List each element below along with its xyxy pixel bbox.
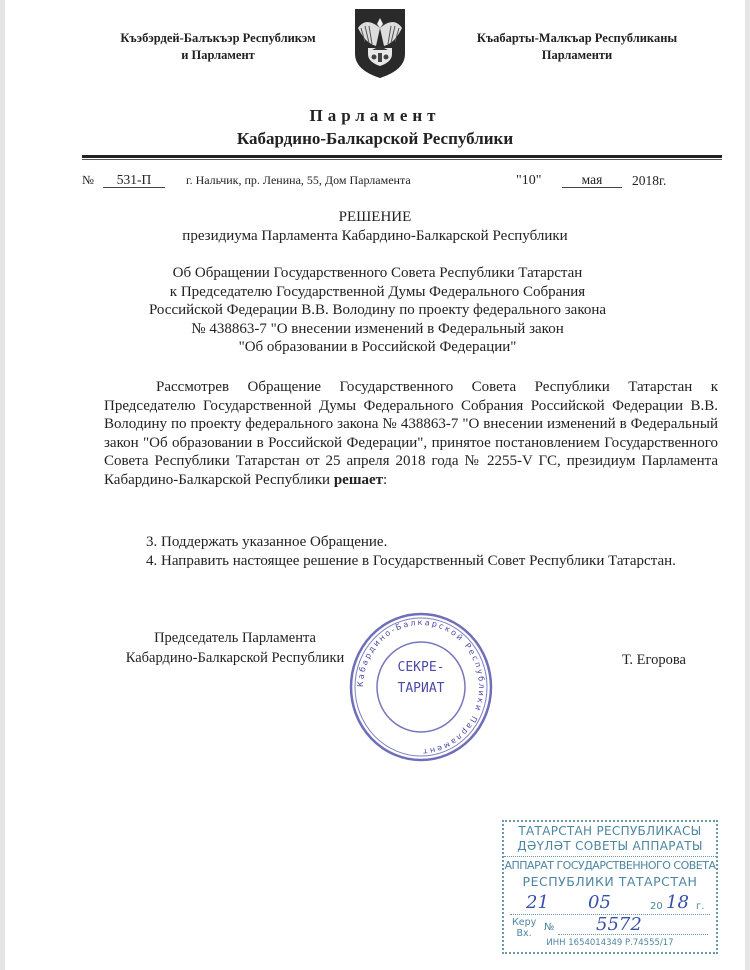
body-paragraph-text: Рассмотрев Обращение Государственного Совета Республики Татарстан к Председателю Государственной Думы Федерального Собрания Российской Федерации В.В. Володину по проекту федерального закона № 438863-7 "О внесении изменений в Федеральный закон "Об образовании в Российской Федерации", принятое постановлением Государственного Совета Республики Татарстан от 25 апреля 2018 года № 2255-V ГС, президиум Парламента Кабардино-Балкарской Республики [104,379,718,488]
stamp-number-label: № [544,922,555,933]
decision-heading: РЕШЕНИЕ [338,209,412,225]
header-kabardian [84,30,352,64]
stamp-handwritten-month: 05 [588,892,611,913]
header-balkar-line2: Парламенти [541,48,613,62]
seal-center-line2: ТАРИАТ [397,681,445,696]
seal-center-text [389,657,453,699]
stamp-footer: ИНН 1654014349 Р.74555/17 [546,938,674,948]
stamp-handwritten-year: 18 [666,892,689,913]
subject-line: к Председателю Государственной Думы Федерального Собрания [169,283,586,300]
doc-number-label: № [82,173,94,187]
subject-line: Об Обращении Государственного Совета Республики Татарстан [172,265,583,281]
registration-stamp [502,820,718,954]
signatory-title-line1: Председатель Парламента [154,630,316,646]
coat-of-arms-icon [352,6,408,80]
stamp-century: 20 [650,901,663,912]
signatory-title [110,628,360,668]
decision-item-4: 4. Направить настоящее решение в Государственный Совет Республики Татарстан. [146,553,676,569]
doc-number-value: 531-П [103,173,165,188]
stamp-separator [504,856,716,858]
stamp-handwritten-day: 21 [526,892,549,913]
subject-line: Российской Федерации В.В. Володину по проекту федерального закона [148,302,607,318]
subject-line: "Об образовании в Российской Федерации" [238,339,517,355]
stamp-keru-label: Керу [512,917,537,928]
header-rule-thin [82,159,722,160]
header-rule-thick [82,155,722,158]
doc-date-month: мая [562,173,622,188]
doc-address: г. Нальчик, пр. Ленина, 55, Дом Парламента [186,173,411,187]
decision-item-3: 3. Поддержать указанное Обращение. [146,534,388,550]
decision-subheading: президиума Парламента Кабардино-Балкарской Республики [182,228,568,244]
stamp-line2: ДӘҮЛӘТ СОВЕТЫ АППАРАТЫ [517,839,703,853]
doc-date-day: "10" [516,173,542,188]
stamp-date-row [510,892,710,915]
body-paragraph [104,378,718,490]
seal-ring-text: Кабардино-Балкарской Республики Парламент [355,617,487,757]
stamp-line4: РЕСПУБЛИКИ ТАТАРСТАН [522,874,698,889]
body-colon: : [383,471,388,488]
header-balkar [452,30,702,64]
stamp-vh-label: Вх. [516,928,532,939]
header-kabardian-line2: и Парламент [181,48,255,62]
seal-center-line1: СЕКРЕ- [397,660,445,675]
title-parliament: Парламент [309,106,441,125]
body-verb: решает [333,471,384,488]
stamp-year-suffix: г. [696,901,705,912]
stamp-line1: ТАТАРСТАН РЕСПУБЛИКАСЫ [518,824,702,838]
stamp-line3: АППАРАТ ГОСУДАРСТВЕННОГО СОВЕТА [504,859,716,872]
doc-date-year: 2018г. [632,173,667,188]
stamp-handwritten-number: 5572 [596,914,642,935]
header-kabardian-line1: Къэбэрдей-Балъкъэр Республикэм [120,31,316,45]
stamp-incoming-label [512,917,536,939]
signatory-title-line2: Кабардино-Балкарской Республики [125,650,345,666]
header-balkar-line1: Къабарты-Малкъар Республиканы [476,31,678,45]
subject-line: № 438863-7 "О внесении изменений в Федеральный закон [191,320,564,337]
signatory-name: Т. Егорова [622,652,686,668]
decision-subject [100,264,655,357]
title-republic: Кабардино-Балкарской Республики [236,129,514,148]
